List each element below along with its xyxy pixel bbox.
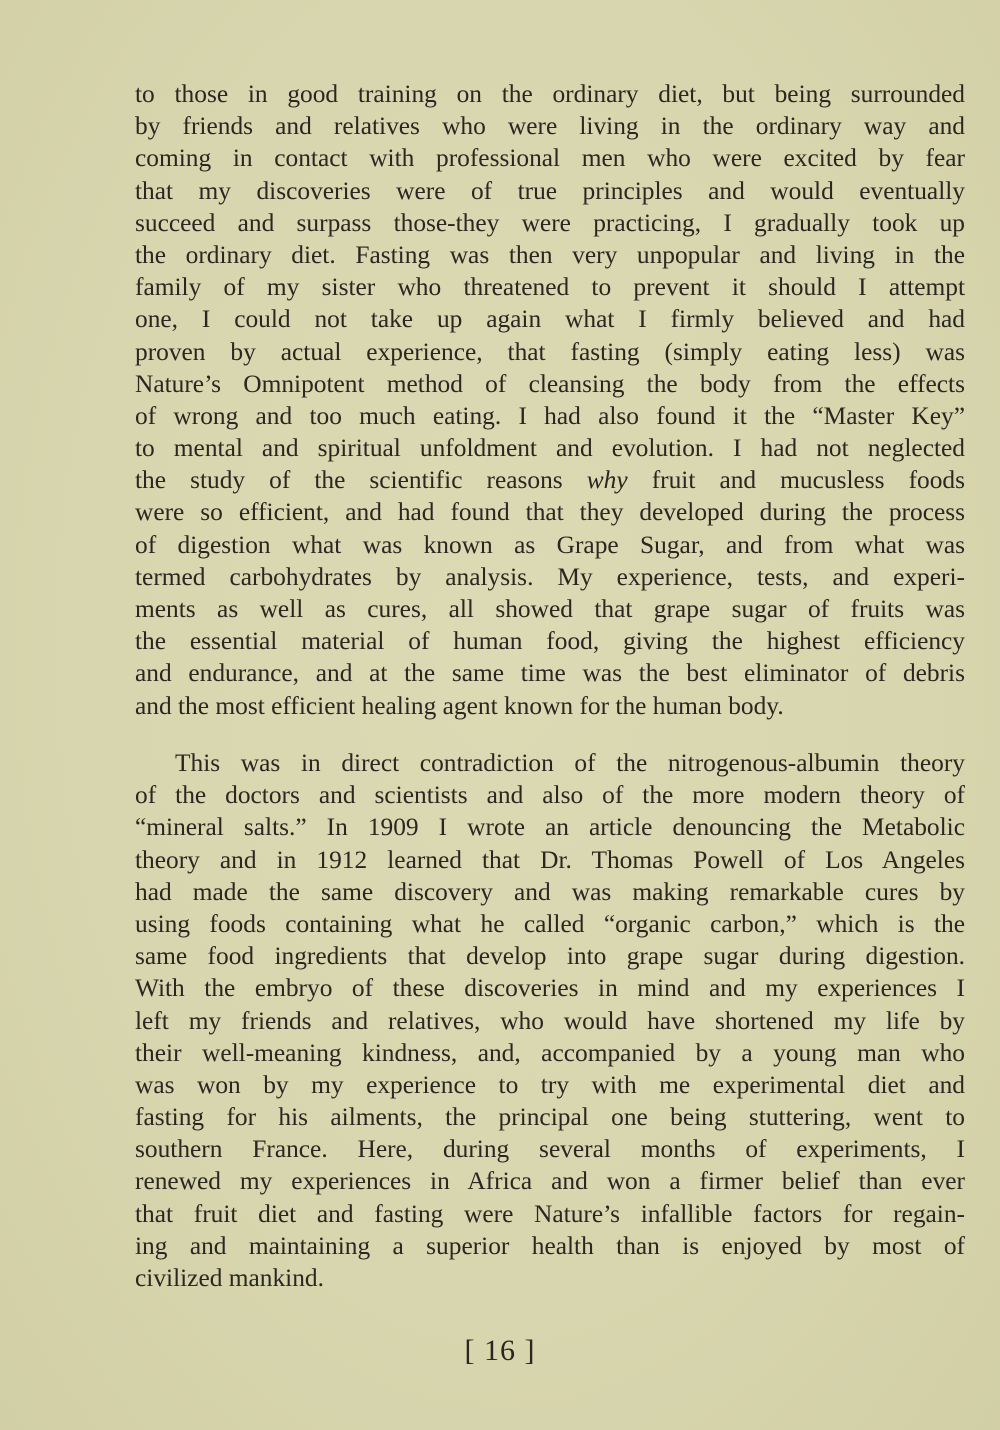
text-line: using foods containing what he called “organic carbon,” which is the bbox=[135, 909, 965, 938]
text-line: termed carbohydrates by analysis. My experience, tests, and experi- bbox=[135, 562, 965, 591]
text-line-with-italic bbox=[135, 464, 965, 496]
text-line: ments as well as cures, all showed that grape sugar of fruits was bbox=[135, 595, 965, 623]
text-line: of wrong and too much eating. I had also found it the “Master Key” bbox=[135, 401, 965, 430]
text-line: the ordinary diet. Fasting was then very unpopular and living in the bbox=[135, 240, 965, 269]
text-line-start: the study of the scientific reasons bbox=[135, 466, 563, 495]
text-line: left my friends and relatives, who would have shortened my life by bbox=[135, 1006, 965, 1035]
text-line: theory and in 1912 learned that Dr. Thomas Powell of Los Angeles bbox=[135, 845, 965, 874]
text-line: civilized mankind. bbox=[135, 1264, 324, 1292]
text-line: family of my sister who threatened to prevent it should I attempt bbox=[135, 273, 965, 302]
text-line: their well-meaning kindness, and, accompanied by a young man who bbox=[135, 1038, 965, 1067]
text-line: succeed and surpass those-they were practicing, I gradually took up bbox=[135, 208, 965, 237]
text-line: same food ingredients that develop into grape sugar during digestion. bbox=[135, 942, 965, 971]
text-line: that my discoveries were of true principles and would eventually bbox=[135, 176, 965, 205]
text-line: With the embryo of these discoveries in mind and my experiences I bbox=[135, 974, 965, 1003]
italic-word: why bbox=[586, 466, 628, 495]
text-line: and endurance, and at the same time was the best eliminator of debris bbox=[135, 659, 965, 688]
text-line: one, I could not take up again what I firmly believed and had bbox=[135, 305, 965, 334]
paragraph-2 bbox=[135, 747, 965, 1294]
text-line: southern France. Here, during several months of experiments, I bbox=[135, 1135, 965, 1164]
text-line: proven by actual experience, that fasting (simply eating less) was bbox=[135, 337, 965, 366]
text-line: renewed my experiences in Africa and won a firmer belief than ever bbox=[135, 1167, 965, 1196]
text-line: to mental and spiritual unfoldment and evolution. I had not neglected bbox=[135, 434, 965, 463]
text-line: was won by my experience to try with me experimental diet and bbox=[135, 1070, 965, 1099]
text-line-end: fruit and mucusless foods bbox=[651, 466, 966, 495]
text-line: by friends and relatives who were living in the ordinary way and bbox=[135, 112, 965, 141]
page-number: [ 16 ] bbox=[464, 1334, 536, 1367]
text-line: “mineral salts.” In 1909 I wrote an article denouncing the Metabolic bbox=[135, 813, 965, 842]
text-line: coming in contact with professional men who were excited by fear bbox=[135, 144, 965, 173]
text-line: had made the same discovery and was making remarkable cures by bbox=[135, 877, 965, 906]
text-line: ing and maintaining a superior health than is enjoyed by most of bbox=[135, 1231, 965, 1260]
text-line: fasting for his ailments, the principal one being stuttering, went to bbox=[135, 1103, 965, 1132]
text-line: the essential material of human food, giving the highest efficiency bbox=[135, 627, 965, 656]
text-line: were so efficient, and had found that they developed during the process bbox=[135, 498, 965, 527]
text-line: and the most efficient healing agent known for the human body. bbox=[135, 691, 784, 720]
text-line: of digestion what was known as Grape Sugar, and from what was bbox=[135, 530, 965, 559]
text-line: of the doctors and scientists and also of the more modern theory of bbox=[135, 781, 965, 810]
text-line: that fruit diet and fasting were Nature’s infallible factors for regain- bbox=[135, 1199, 965, 1228]
paragraph-1 bbox=[135, 78, 965, 722]
text-line: This was in direct contradiction of the nitrogenous-albumin theory bbox=[175, 749, 965, 777]
text-line: Nature’s Omnipotent method of cleansing the body from the effects bbox=[135, 369, 965, 398]
text-line: to those in good training on the ordinary diet, but being surrounded bbox=[135, 80, 965, 108]
